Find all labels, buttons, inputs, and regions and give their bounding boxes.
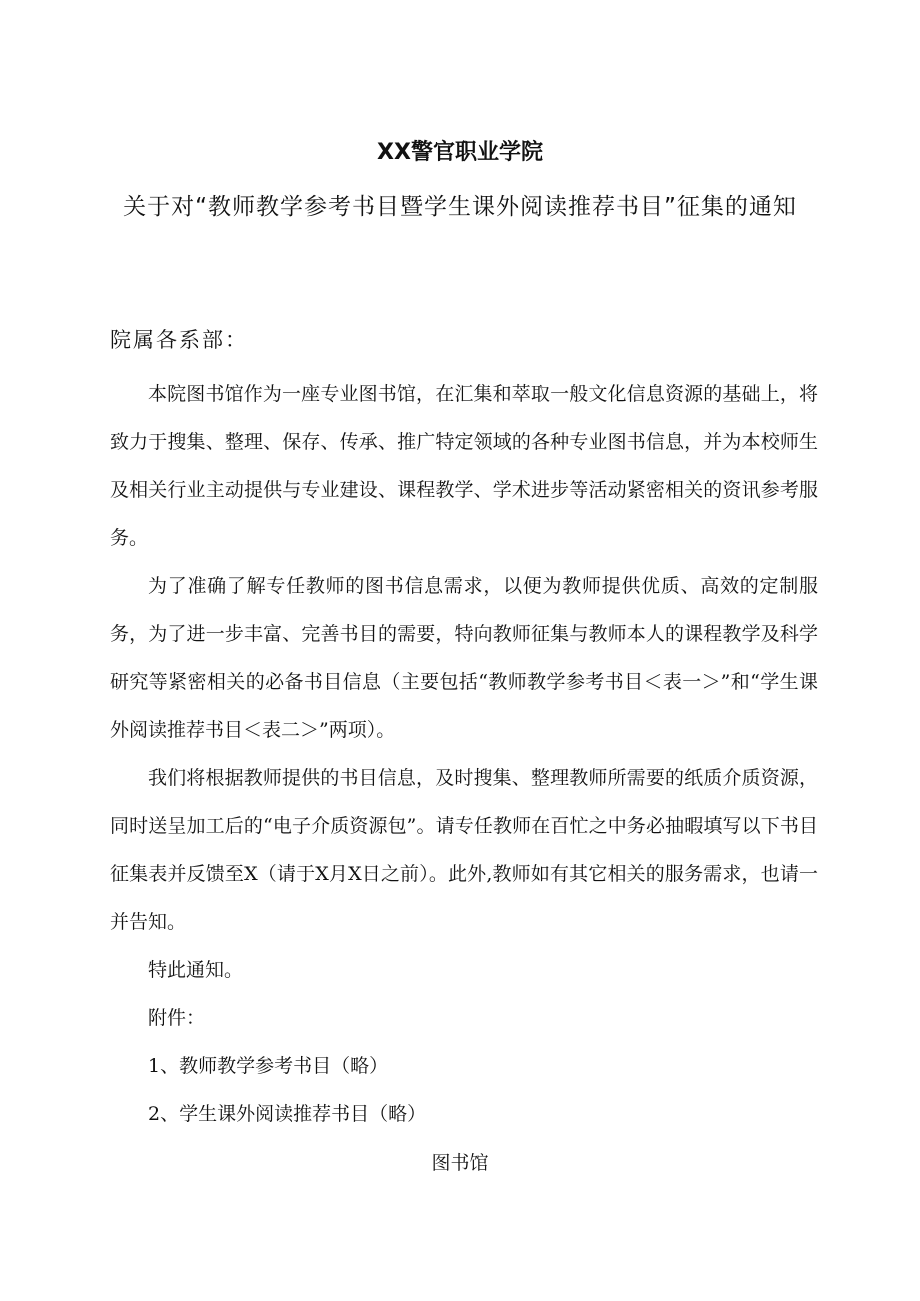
- body-paragraph-2: 为了准确了解专任教师的图书信息需求，以便为教师提供优质、高效的定制服务，为了进一步丰富、完善书目的需要，特向教师征集与教师本人的课程教学及科学研究等紧密相关的必备书目信息（主要包括“教师教学参考书目＜表一＞”和“学生课外阅读推荐书目＜表二＞”两项）。: [110, 575, 818, 741]
- document-body: [110, 370, 818, 1138]
- body-paragraph-3: 我们将根据教师提供的书目信息，及时搜集、整理教师所需要的纸质介质资源，同时送呈加工后的“电子介质资源包”。请专任教师在百忙之中务必抽暇填写以下书目征集表并反馈至X（请于X月X日之前）。此外,教师如有其它相关的服务需求，也请一并告知。: [110, 767, 818, 933]
- attachments-label: 附件：: [148, 1007, 206, 1029]
- attachment-item-1: 1、教师教学参考书目（略）: [148, 1055, 389, 1077]
- signature: 图书馆: [431, 1152, 489, 1174]
- document-title-subject: 关于对“教师教学参考书目暨学生课外阅读推荐书目”征集的通知: [123, 194, 797, 220]
- attachment-item-2: 2、学生课外阅读推荐书目（略）: [148, 1103, 427, 1125]
- salutation: 院属各系部：: [110, 328, 248, 352]
- document-title-institution: XX警官职业学院: [377, 140, 543, 165]
- body-paragraph-1: 本院图书馆作为一座专业图书馆，在汇集和萃取一般文化信息资源的基础上，将致力于搜集、整理、保存、传承、推广特定领域的各种专业图书信息，并为本校师生及相关行业主动提供与专业建设、课程教学、学术进步等活动紧密相关的资讯参考服务。: [110, 383, 818, 549]
- closing-line: 特此通知。: [148, 959, 244, 981]
